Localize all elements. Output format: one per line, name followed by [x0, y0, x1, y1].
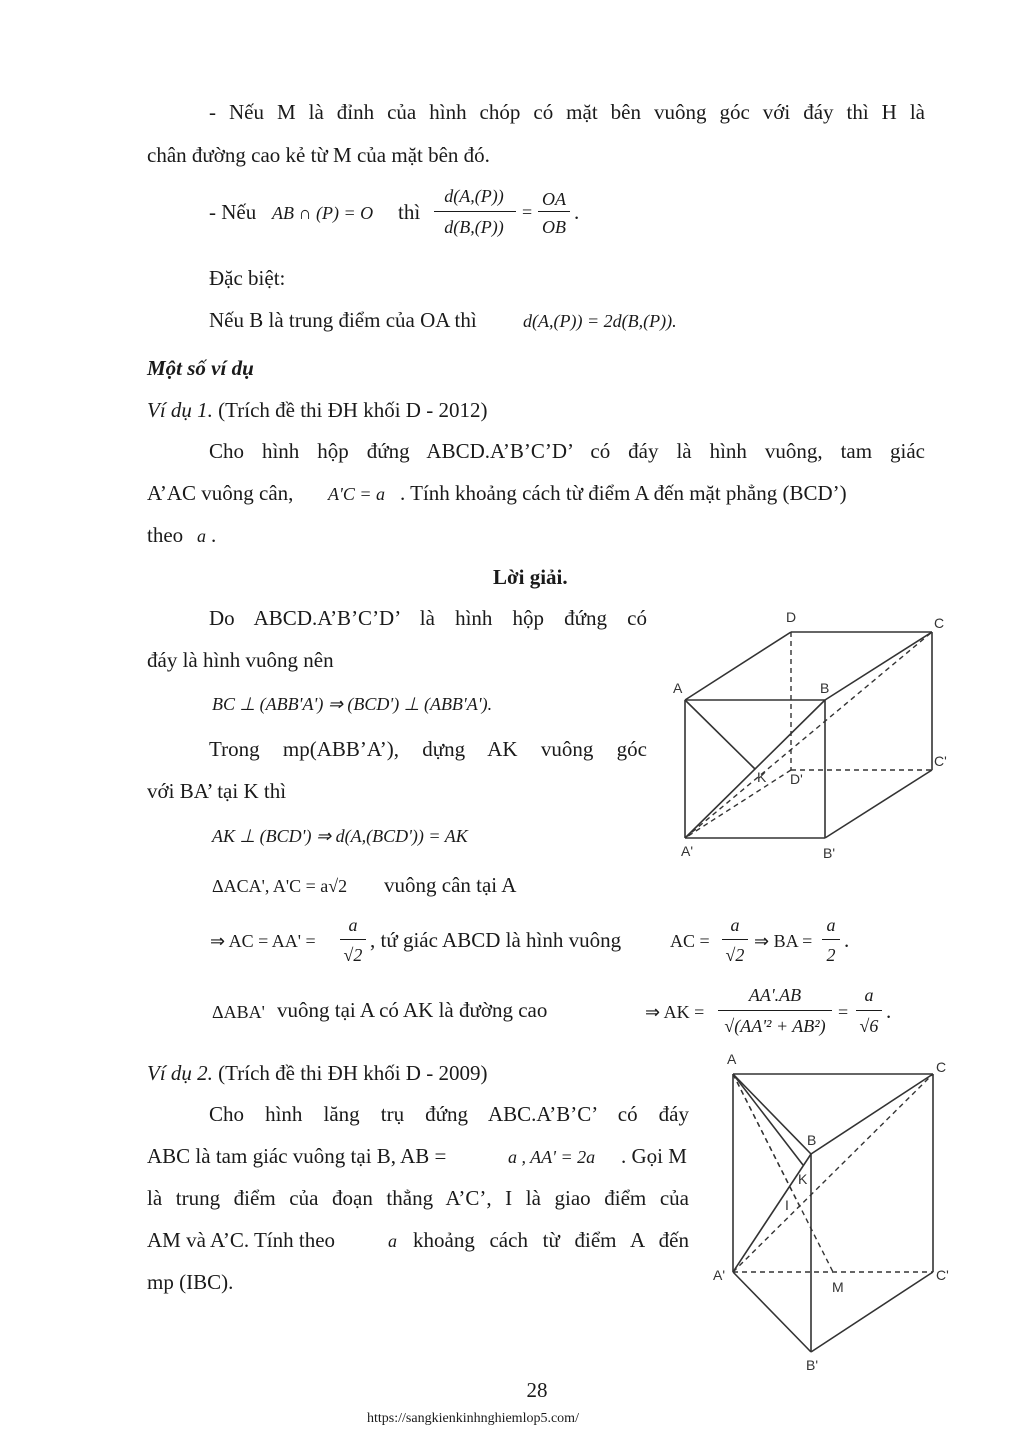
figure-box — [660, 600, 960, 870]
ex1-label: Ví dụ 1. — [147, 398, 213, 422]
sol-f5r-bar — [856, 1010, 882, 1011]
label-A: A — [673, 680, 683, 696]
sol-f4b-num: a — [730, 915, 740, 935]
ex1-line3b: . — [211, 523, 217, 547]
sol-s2a: Trong mp(ABB’A’), dựng AK vuông góc — [209, 737, 647, 761]
sol-formula3-text: vuông cân tại A — [384, 873, 517, 897]
sol-f4-lhs: ⇒ AC = AA' = — [210, 931, 316, 951]
label-K: K — [798, 1171, 808, 1187]
footer-url[interactable]: https://sangkienkinhnghiemlop5.com/ — [367, 1411, 579, 1426]
p2-frac-bar — [434, 211, 516, 212]
sol-f5r-num: a — [864, 985, 874, 1005]
edge-A1B1 — [733, 1272, 811, 1352]
ex1-source: (Trích đề thi ĐH khối D - 2012) — [212, 398, 488, 422]
ex2-line5: mp (IBC). — [147, 1270, 234, 1294]
sol-f4c-num: a — [826, 915, 836, 935]
sol-f4c-bar — [822, 939, 840, 940]
label-A1: A' — [681, 843, 694, 859]
ex2-line2a: ABC là tam giác vuông tại B, AB = — [147, 1144, 447, 1168]
hidden-A1C — [685, 632, 932, 838]
sol-f4-text: , tứ giác ABCD là hình vuông — [370, 928, 622, 952]
sol-f5-math: ΔABA' — [212, 1002, 265, 1022]
ex1-line3-math: a — [197, 526, 206, 546]
sol-f5-text: vuông tại A có AK là đường cao — [277, 998, 548, 1022]
solution-title: Lời giải. — [493, 565, 568, 589]
ex2-source: (Trích đề thi ĐH khối D - 2009) — [212, 1061, 488, 1085]
edge-C1B1 — [825, 770, 932, 838]
p2-frac2-bar — [538, 211, 570, 212]
ex2-line2-math: a , AA' = 2a — [508, 1147, 596, 1167]
sol-f4c-den: 2 — [826, 945, 836, 965]
sol-formula3-math: ΔACA', A'C = a√2 — [212, 876, 348, 896]
ex2-line1: Cho hình lăng trụ đứng ABC.A’B’C’ có đáy — [209, 1102, 689, 1126]
hidden-D1A1 — [685, 770, 791, 838]
ex1-line3a: theo — [147, 523, 184, 547]
edge-BC — [811, 1074, 933, 1154]
p2-dot: . — [574, 200, 580, 224]
ex2-line4-math: a — [388, 1231, 397, 1251]
sol-formula1: BC ⊥ (ABB'A') ⇒ (BCD') ⊥ (ABB'A'). — [212, 694, 493, 714]
sol-f4b-den: √2 — [725, 945, 745, 965]
sol-f5-lhs: ⇒ AK = — [645, 1002, 705, 1022]
ex2-line4a: AM và A’C. Tính theo — [147, 1228, 336, 1252]
p2-frac2-num: OA — [542, 189, 566, 209]
page-number: 28 — [526, 1378, 548, 1402]
label-K: K — [757, 769, 767, 785]
label-A: A — [727, 1051, 737, 1067]
label-B1: B' — [823, 845, 836, 861]
figure-prism — [705, 1050, 955, 1380]
special-formula: d(A,(P)) = 2d(B,(P)). — [523, 311, 677, 331]
sol-f5-den: √(AA'² + AB²) — [724, 1016, 826, 1036]
edge-AD — [685, 632, 791, 700]
edge-CB — [825, 632, 932, 700]
sol-f5-eq: = — [838, 1002, 849, 1022]
p2-prefix: - Nếu — [209, 200, 257, 224]
label-B: B — [807, 1132, 817, 1148]
ex1-line2-math: A'C = a — [328, 484, 385, 504]
segment-AK — [733, 1074, 803, 1165]
ex2-title — [147, 1059, 487, 1087]
sol-f5-dot: . — [886, 999, 892, 1023]
ex1-title — [147, 396, 487, 424]
label-D: D — [786, 609, 797, 625]
sol-s1a: Do ABCD.A’B’C’D’ là hình hộp đứng có — [209, 606, 647, 630]
label-C: C — [934, 615, 945, 631]
hidden-AI — [733, 1074, 799, 1205]
p2-frac-den: d(B,(P)) — [444, 217, 504, 237]
p2-eq: = — [522, 202, 533, 222]
sol-f5-num: AA'.AB — [748, 985, 802, 1005]
label-C1: C' — [936, 1267, 949, 1283]
segment-AK — [685, 700, 755, 769]
ex2-line3: là trung điểm của đoạn thẳng A’C’, I là giao điểm của — [147, 1186, 689, 1210]
label-B: B — [820, 680, 830, 696]
sol-f5-bar — [718, 1010, 832, 1011]
label-D1: D' — [790, 771, 803, 787]
label-B1: B' — [806, 1357, 819, 1373]
sol-f4-dot: . — [844, 928, 850, 952]
p2-frac2-den: OB — [542, 217, 566, 237]
label-M: M — [832, 1279, 844, 1295]
sol-f4-ac: AC = — [670, 931, 710, 951]
sol-f4-num: a — [348, 915, 358, 935]
ex1-line2b: . Tính khoảng cách từ điểm A đến mặt phẳng (BCD’) — [400, 481, 847, 505]
sol-f4b-bar — [722, 939, 748, 940]
special-text: Nếu B là trung điểm của OA thì — [209, 308, 477, 332]
sol-f4-ba: ⇒ BA = — [754, 931, 813, 951]
p2-frac-num: d(A,(P)) — [444, 186, 504, 206]
p1-line1: - Nếu M là đỉnh của hình chóp có mặt bên vuông góc với đáy thì H là — [209, 100, 925, 124]
p1-line2: chân đường cao kẻ từ M của mặt bên đó. — [147, 143, 490, 167]
sol-formula2: AK ⊥ (BCD') ⇒ d(A,(BCD')) = AK — [212, 826, 468, 846]
p2-condition: AB ∩ (P) = O — [272, 203, 374, 223]
sol-f4-den: √2 — [343, 945, 363, 965]
label-A1: A' — [713, 1267, 726, 1283]
p2-thi: thì — [398, 200, 421, 224]
edge-AB — [733, 1074, 811, 1154]
ex2-line2b: . Gọi M — [621, 1144, 687, 1168]
ex2-label: Ví dụ 2. — [147, 1061, 213, 1085]
label-C: C — [936, 1059, 947, 1075]
special-title: Đặc biệt: — [209, 266, 286, 290]
label-I: I — [785, 1197, 789, 1213]
sol-f5r-den: √6 — [859, 1016, 879, 1036]
sol-s2b: với BA’ tại K thì — [147, 779, 287, 803]
ex2-line4b: khoảng cách từ điểm A đến — [413, 1228, 689, 1252]
sol-f4-bar — [340, 939, 366, 940]
examples-heading: Một số ví dụ — [147, 356, 254, 380]
label-C1: C' — [934, 753, 947, 769]
sol-s1b: đáy là hình vuông nên — [147, 648, 334, 672]
ex1-line2a: A’AC vuông cân, — [147, 481, 294, 505]
ex1-line1: Cho hình hộp đứng ABCD.A’B’C’D’ có đáy là hình vuông, tam giác — [209, 439, 925, 463]
edge-B1C1 — [811, 1272, 933, 1352]
